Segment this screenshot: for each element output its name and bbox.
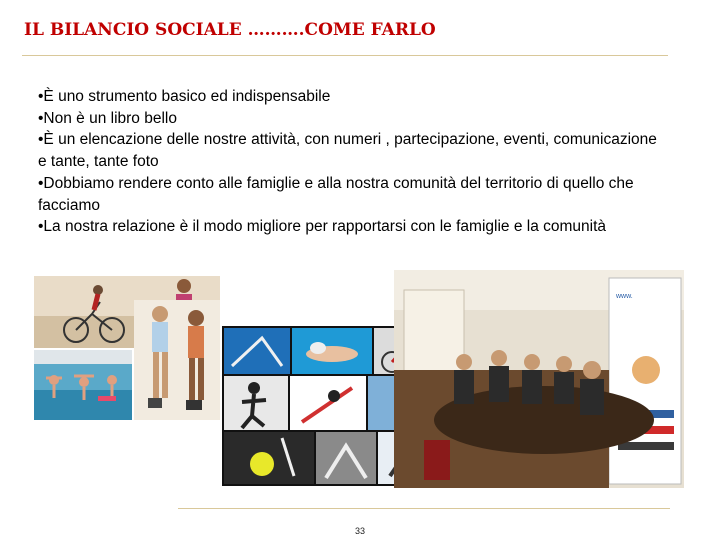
sports-photo-rollerblade (134, 300, 220, 420)
page-number: 33 (354, 526, 365, 536)
bullet-item: •La nostra relazione è il modo migliore per rapportarsi con le famiglie e la comunità (38, 218, 607, 236)
conference-photo (394, 270, 684, 488)
bullet-item: •Dobbiamo rendere conto alle famiglie e alla nostra comunità del territorio di quello che facciamo (38, 174, 634, 214)
bullet-item: •È uno strumento basico ed indispensabile (38, 88, 331, 105)
sports-photo-aquagym (34, 350, 132, 420)
title-divider (22, 55, 668, 56)
slide-title: IL BILANCIO SOCIALE ……….COME FARLO (24, 20, 436, 40)
bullet-item: •Non è un libro bello (38, 109, 177, 127)
bullet-item: •È un elencazione delle nostre attività, con numeri , partecipazione, eventi, comunicazione e tante, tante foto (38, 131, 657, 171)
svg-text:www.: www. (616, 293, 633, 300)
footer-divider (178, 508, 670, 509)
bullet-list (38, 86, 658, 238)
